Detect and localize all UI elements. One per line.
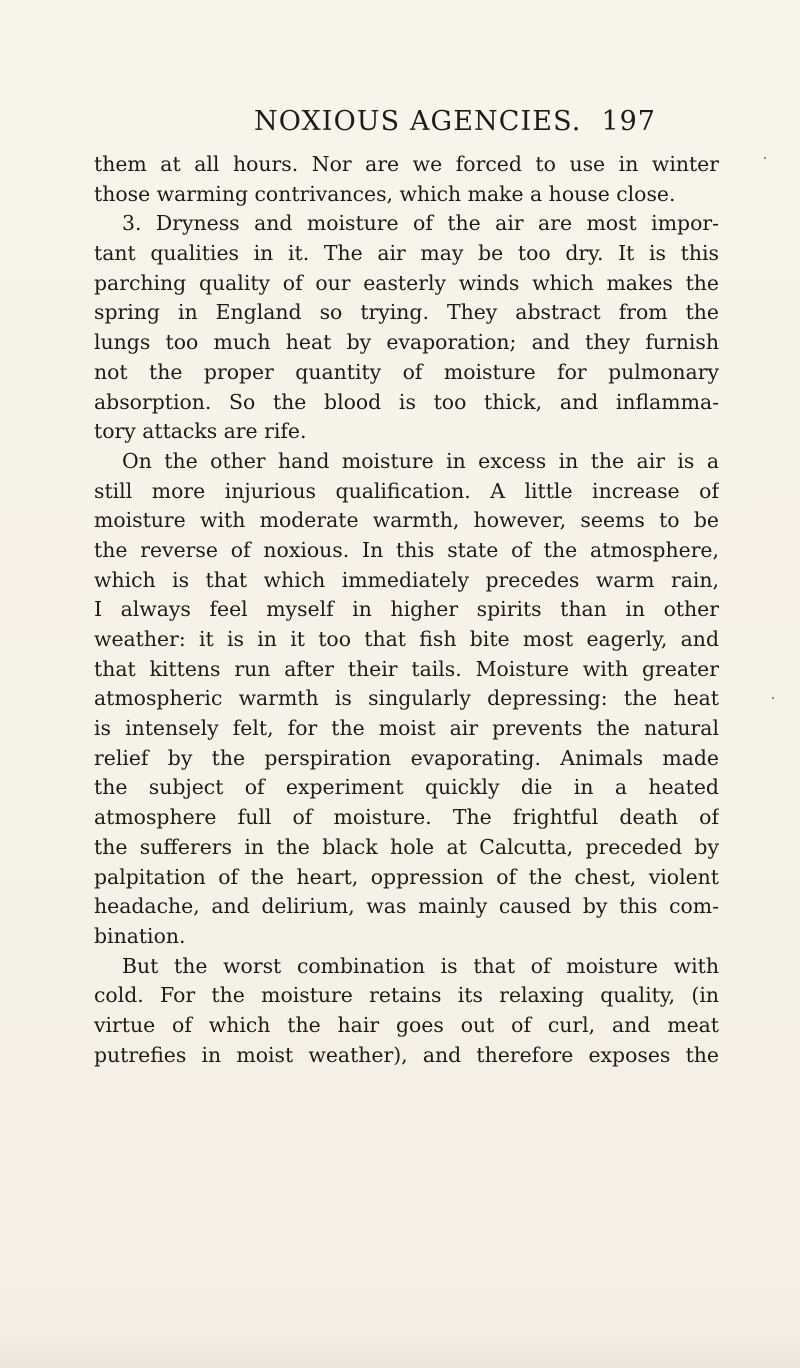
- text-line: putrefies in moist weather), and therefore exposes the: [94, 1042, 719, 1067]
- text-line: that kittens run after their tails. Moisture with greater: [94, 656, 719, 681]
- text-line: relief by the perspiration evaporating. Animals made: [94, 745, 719, 770]
- paper-speck: [764, 157, 766, 159]
- text-line: them at all hours. Nor are we forced to use in winter: [94, 152, 719, 176]
- text-line: those warming contrivances, which make a house close.: [94, 181, 676, 206]
- text-line: which is that which immediately precedes warm rain,: [94, 567, 719, 592]
- text-line: headache, and delirium, was mainly caused by this com-: [94, 894, 719, 919]
- text-line: the sufferers in the black hole at Calcutta, preceded by: [94, 834, 719, 859]
- text-line: the reverse of noxious. In this state of the atmosphere,: [94, 537, 719, 562]
- text-line: bination.: [94, 923, 186, 948]
- text-line: tory attacks are rife.: [94, 419, 307, 444]
- page-bottom-edge: [0, 1328, 800, 1368]
- text-line: atmosphere full of moisture. The frightful death of: [94, 805, 719, 830]
- text-line: virtue of which the hair goes out of curl, and meat: [94, 1012, 719, 1037]
- text-line: palpitation of the heart, oppression of the chest, violent: [94, 864, 719, 889]
- page-header: [236, 106, 656, 144]
- body-text: [94, 150, 719, 1070]
- paper-speck: [772, 697, 774, 699]
- text-line: lungs too much heat by evaporation; and they furnish: [94, 330, 719, 355]
- page-number: 197: [601, 106, 656, 137]
- text-line: But the worst combination is that of moisture with: [122, 953, 719, 978]
- text-line: atmospheric warmth is singularly depressing: the heat: [94, 686, 719, 711]
- text-line: is intensely felt, for the moist air prevents the natural: [94, 716, 719, 741]
- text-line: tant qualities in it. The air may be too dry. It is this: [94, 241, 719, 266]
- text-line: parching quality of our easterly winds which makes the: [94, 270, 719, 295]
- running-title: NOXIOUS AGENCIES.: [254, 106, 582, 137]
- text-line: still more injurious qualification. A little increase of: [94, 478, 719, 503]
- text-line: weather: it is in it too that fish bite most eagerly, and: [94, 627, 719, 651]
- text-line: not the proper quantity of moisture for pulmonary: [94, 359, 719, 384]
- text-line: On the other hand moisture in excess in the air is a: [122, 448, 719, 473]
- text-line: 3. Dryness and moisture of the air are most impor-: [122, 211, 719, 236]
- text-line: absorption. So the blood is too thick, and inflamma-: [94, 389, 719, 414]
- text-line: I always feel myself in higher spirits than in other: [94, 597, 719, 622]
- text-line: moisture with moderate warmth, however, seems to be: [94, 508, 719, 533]
- text-line: spring in England so trying. They abstract from the: [94, 300, 719, 325]
- text-line: the subject of experiment quickly die in a heated: [94, 775, 719, 800]
- text-line: cold. For the moisture retains its relaxing quality, (in: [94, 983, 719, 1008]
